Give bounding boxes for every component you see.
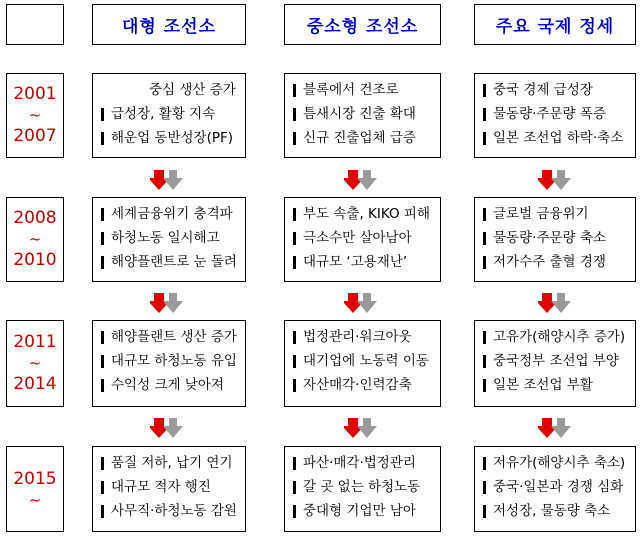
cell-small-2001 bbox=[284, 73, 441, 158]
cell-line: 해운업 동반성장(PF) bbox=[101, 126, 245, 150]
period-end: 2014 bbox=[13, 374, 57, 394]
cell-line: 해양플랜트 생산 증가 bbox=[101, 325, 245, 349]
cell-line: 해양플랜트로 눈 돌려 bbox=[101, 250, 245, 274]
header-large-shipyards: 대형 조선소 bbox=[92, 4, 246, 45]
period-start: 2008 bbox=[13, 208, 57, 228]
period-tilde: ~ bbox=[28, 491, 42, 509]
cell-line: 갈 곳 없는 하청노동 bbox=[293, 475, 440, 499]
cell-small-2011 bbox=[284, 320, 441, 407]
cell-intl-2008 bbox=[474, 197, 636, 282]
cell-line: 수익성 크게 낮아져 bbox=[101, 373, 245, 397]
cell-large-2008 bbox=[92, 197, 246, 282]
period-2008-2010 bbox=[6, 197, 64, 282]
period-start: 2001 bbox=[13, 84, 57, 104]
period-2015 bbox=[6, 446, 64, 532]
header-international-situation: 주요 국제 정세 bbox=[474, 4, 636, 45]
down-arrow-icon bbox=[538, 170, 574, 190]
cell-line: 세계금융위기 충격파 bbox=[101, 202, 245, 226]
cell-line: 극소수만 살아남아 bbox=[293, 226, 440, 250]
period-tilde: ~ bbox=[28, 354, 42, 372]
period-end: 2007 bbox=[13, 126, 57, 146]
period-2011-2014 bbox=[6, 320, 64, 407]
cell-large-2001 bbox=[92, 73, 246, 158]
cell-line: 중국정부 조선업 부양 bbox=[483, 349, 635, 373]
cell-line: 중심 생산 증가 bbox=[149, 82, 236, 98]
cell-line: 저유가(해양시추 축소) bbox=[483, 451, 635, 475]
cell-line: 하청노동 일시해고 bbox=[101, 226, 245, 250]
period-2001-2007 bbox=[6, 73, 64, 158]
cell-intl-2015 bbox=[474, 446, 636, 532]
down-arrow-icon bbox=[344, 418, 380, 438]
cell-intl-2001 bbox=[474, 73, 636, 158]
cell-line: 물동량·주문량 폭증 bbox=[483, 102, 635, 126]
cell-line: 품질 저하, 납기 연기 bbox=[101, 451, 245, 475]
down-arrow-icon bbox=[150, 170, 186, 190]
period-end: 2010 bbox=[13, 250, 57, 270]
cell-line: 대기업에 노동력 이동 bbox=[293, 349, 440, 373]
period-tilde: ~ bbox=[28, 106, 42, 124]
cell-line: 대규모 적자 행진 bbox=[101, 475, 245, 499]
corner-blank-box bbox=[6, 4, 64, 45]
period-tilde: ~ bbox=[28, 230, 42, 248]
down-arrow-icon bbox=[538, 418, 574, 438]
down-arrow-icon bbox=[538, 293, 574, 313]
header-small-medium-shipyards: 중소형 조선소 bbox=[284, 4, 441, 45]
cell-line: 부도 속출, KIKO 피해 bbox=[293, 202, 440, 226]
cell-large-2011 bbox=[92, 320, 246, 407]
cell-small-2015 bbox=[284, 446, 441, 532]
cell-line: 물동량·주문량 축소 bbox=[483, 226, 635, 250]
cell-line: 틈새시장 진출 확대 bbox=[293, 102, 440, 126]
cell-line: 대규모 ‘고용재난’ bbox=[293, 250, 440, 274]
cell-line: 글로벌 금융위기 bbox=[483, 202, 635, 226]
cell-line: 일본 조선업 하락·축소 bbox=[483, 126, 635, 150]
period-start: 2015 bbox=[13, 469, 57, 489]
cell-small-2008 bbox=[284, 197, 441, 282]
cell-line: 급성장, 활황 지속 bbox=[101, 102, 245, 126]
cell-line: 법정관리·워크아웃 bbox=[293, 325, 440, 349]
down-arrow-icon bbox=[344, 170, 380, 190]
cell-line: 중대형 기업만 남아 bbox=[293, 499, 440, 523]
down-arrow-icon bbox=[344, 293, 380, 313]
cell-line: 일본 조선업 부활 bbox=[483, 373, 635, 397]
cell-line: 파산·매각·법정관리 bbox=[293, 451, 440, 475]
cell-line: 고유가(해양시추 증가) bbox=[483, 325, 635, 349]
cell-large-2015 bbox=[92, 446, 246, 532]
cell-line: 신규 진출업체 급증 bbox=[293, 126, 440, 150]
cell-line: 중국 경제 급성장 bbox=[483, 78, 635, 102]
cell-line: 대규모 하청노동 유입 bbox=[101, 349, 245, 373]
cell-line: 블록에서 건조로 bbox=[293, 78, 440, 102]
down-arrow-icon bbox=[150, 293, 186, 313]
down-arrow-icon bbox=[150, 418, 186, 438]
cell-line: 자산매각·인력감축 bbox=[293, 373, 440, 397]
cell-line: 중국·일본과 경쟁 심화 bbox=[483, 475, 635, 499]
cell-line: 저성장, 물동량 축소 bbox=[483, 499, 635, 523]
cell-intl-2011 bbox=[474, 320, 636, 407]
cell-line: 사무직·하청노동 감원 bbox=[101, 499, 245, 523]
period-start: 2011 bbox=[13, 332, 57, 352]
cell-line: 저가수주 출혈 경쟁 bbox=[483, 250, 635, 274]
